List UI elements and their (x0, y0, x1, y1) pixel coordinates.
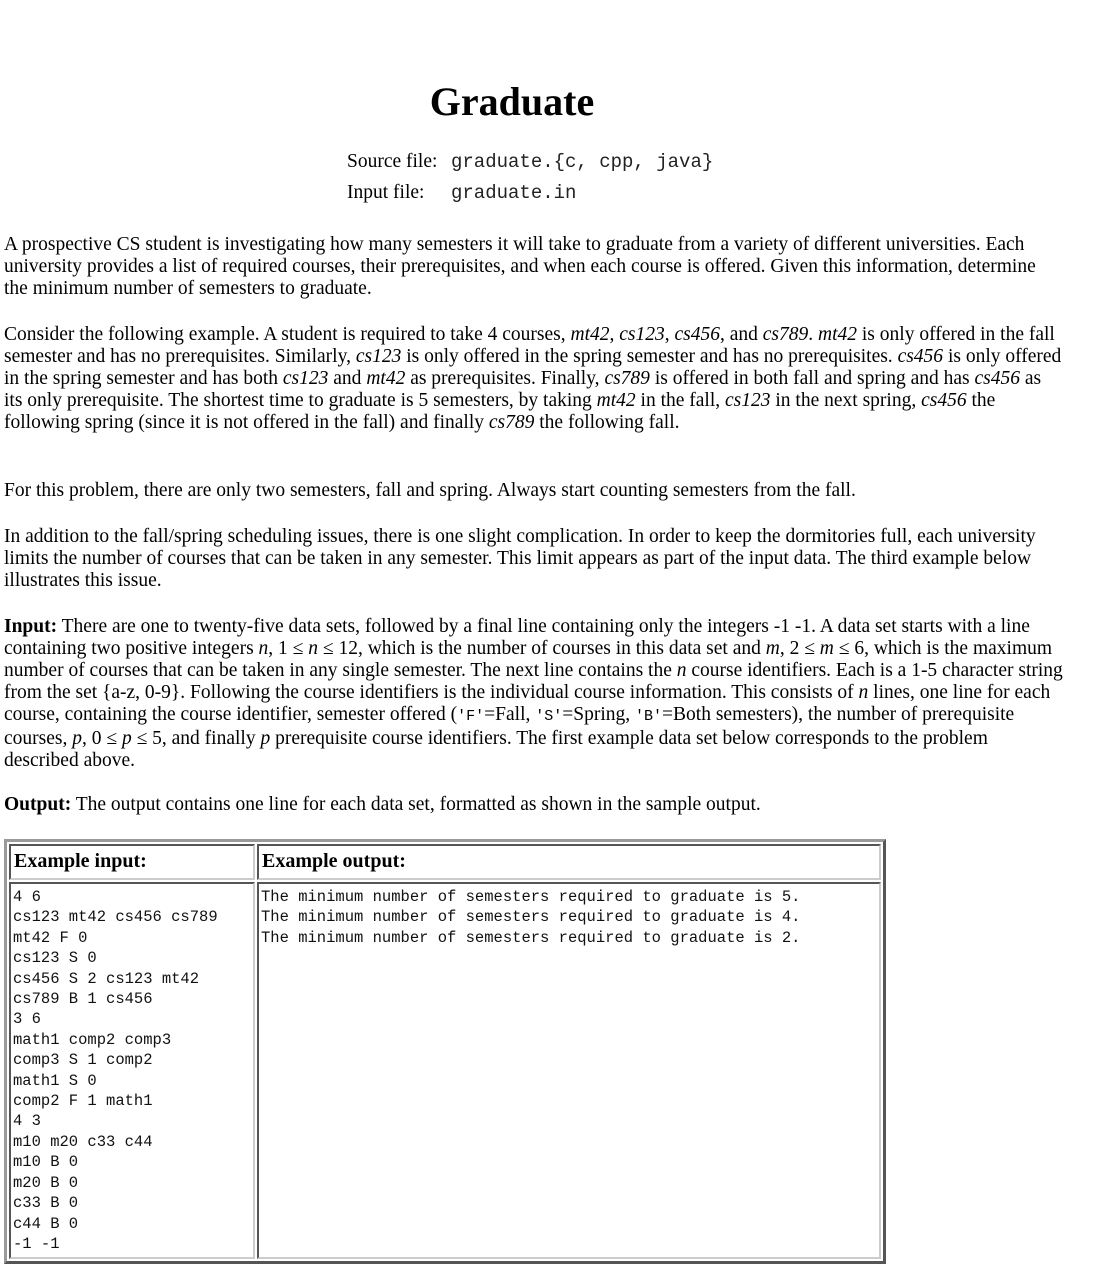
output-label: Output: (4, 794, 72, 815)
example-paragraph: Consider the following example. A student is required to take 4 courses, mt42, cs123, cs456, and cs789. mt42 is only offered in the fall semester and has no prerequisites. Similarly, cs123 is only offered in the spring semester and has no prerequisites. cs456 is only offered in the spring semester and has both cs123 and mt42 as prerequisites. Finally, cs789 is offered in both fall and spring and has cs456 as its only prerequisite. The shortest time to graduate is 5 semesters, by taking mt42 in the fall, cs123 in the next spring, cs456 the following spring (since it is not offered in the fall) and finally cs789 the following fall. (4, 324, 1062, 433)
file-info (347, 146, 713, 208)
source-file-row (347, 146, 713, 177)
input-file-value: graduate.in (451, 182, 577, 204)
source-file-label: Source file: (347, 151, 438, 172)
example-output-header: Example output: (257, 844, 881, 880)
page-title: Graduate (429, 79, 595, 124)
example-body-row (9, 882, 881, 1259)
source-file-value: graduate.{c, cpp, java} (451, 151, 714, 173)
example-input-header: Example input: (9, 844, 255, 880)
input-file-row (347, 177, 713, 208)
example-table (4, 839, 886, 1264)
input-file-label: Input file: (347, 182, 425, 203)
input-description: Input: There are one to twenty-five data sets, followed by a final line containing only the integers -1 -1. A data set starts with a line containing two positive integers n, 1 ≤ n ≤ 12, which is the number of courses in this data set and m, 2 ≤ m ≤ 6, which is the maximum number of courses that can be taken in any single semester. The next line contains the n course identifiers. Each is a 1-5 character string from the set {a-z, 0-9}. Following the course identifiers is the individual course information. This consists of n lines, one line for each course, containing the course identifier, semester offered ('F'=Fall, 'S'=Spring, 'B'=Both semesters), the number of prerequisite courses, p, 0 ≤ p ≤ 5, and finally p prerequisite course identifiers. The first example data set below corresponds to the problem described above. (4, 616, 1063, 771)
example-output-text: The minimum number of semesters required to graduate is 5. The minimum number of semesters required to graduate is 4. The minimum number of semesters required to graduate is 2. (261, 888, 801, 947)
intro-paragraph: A prospective CS student is investigating how many semesters it will take to graduate from a variety of different universities. Each university provides a list of required courses, their prerequisites, and when each course is offered. Given this information, determine the minimum number of semesters to graduate. (4, 234, 1036, 299)
example-input-text: 4 6 cs123 mt42 cs456 cs789 mt42 F 0 cs123 S 0 cs456 S 2 cs123 mt42 cs789 B 1 cs456 3 6 math1 comp2 comp3 comp3 S 1 comp2 math1 S 0 comp2 F 1 math1 4 3 m10 m20 c33 c44 m10 B 0 m20 B 0 c33 B 0 c44 B 0 -1 -1 (13, 888, 218, 1253)
semesters-paragraph: For this problem, there are only two semesters, fall and spring. Always start counting semesters from the fall. (4, 480, 856, 501)
example-input-cell (9, 882, 255, 1259)
example-header-row (9, 844, 881, 880)
example-output-cell (257, 882, 881, 1259)
output-description: Output: The output contains one line for each data set, formatted as shown in the sample output. (4, 794, 761, 815)
limit-paragraph: In addition to the fall/spring scheduling issues, there is one slight complication. In order to keep the dormitories full, each university limits the number of courses that can be taken in any semester. This limit appears as part of the input data. The third example below illustrates this issue. (4, 526, 1036, 591)
input-label: Input: (4, 616, 58, 637)
